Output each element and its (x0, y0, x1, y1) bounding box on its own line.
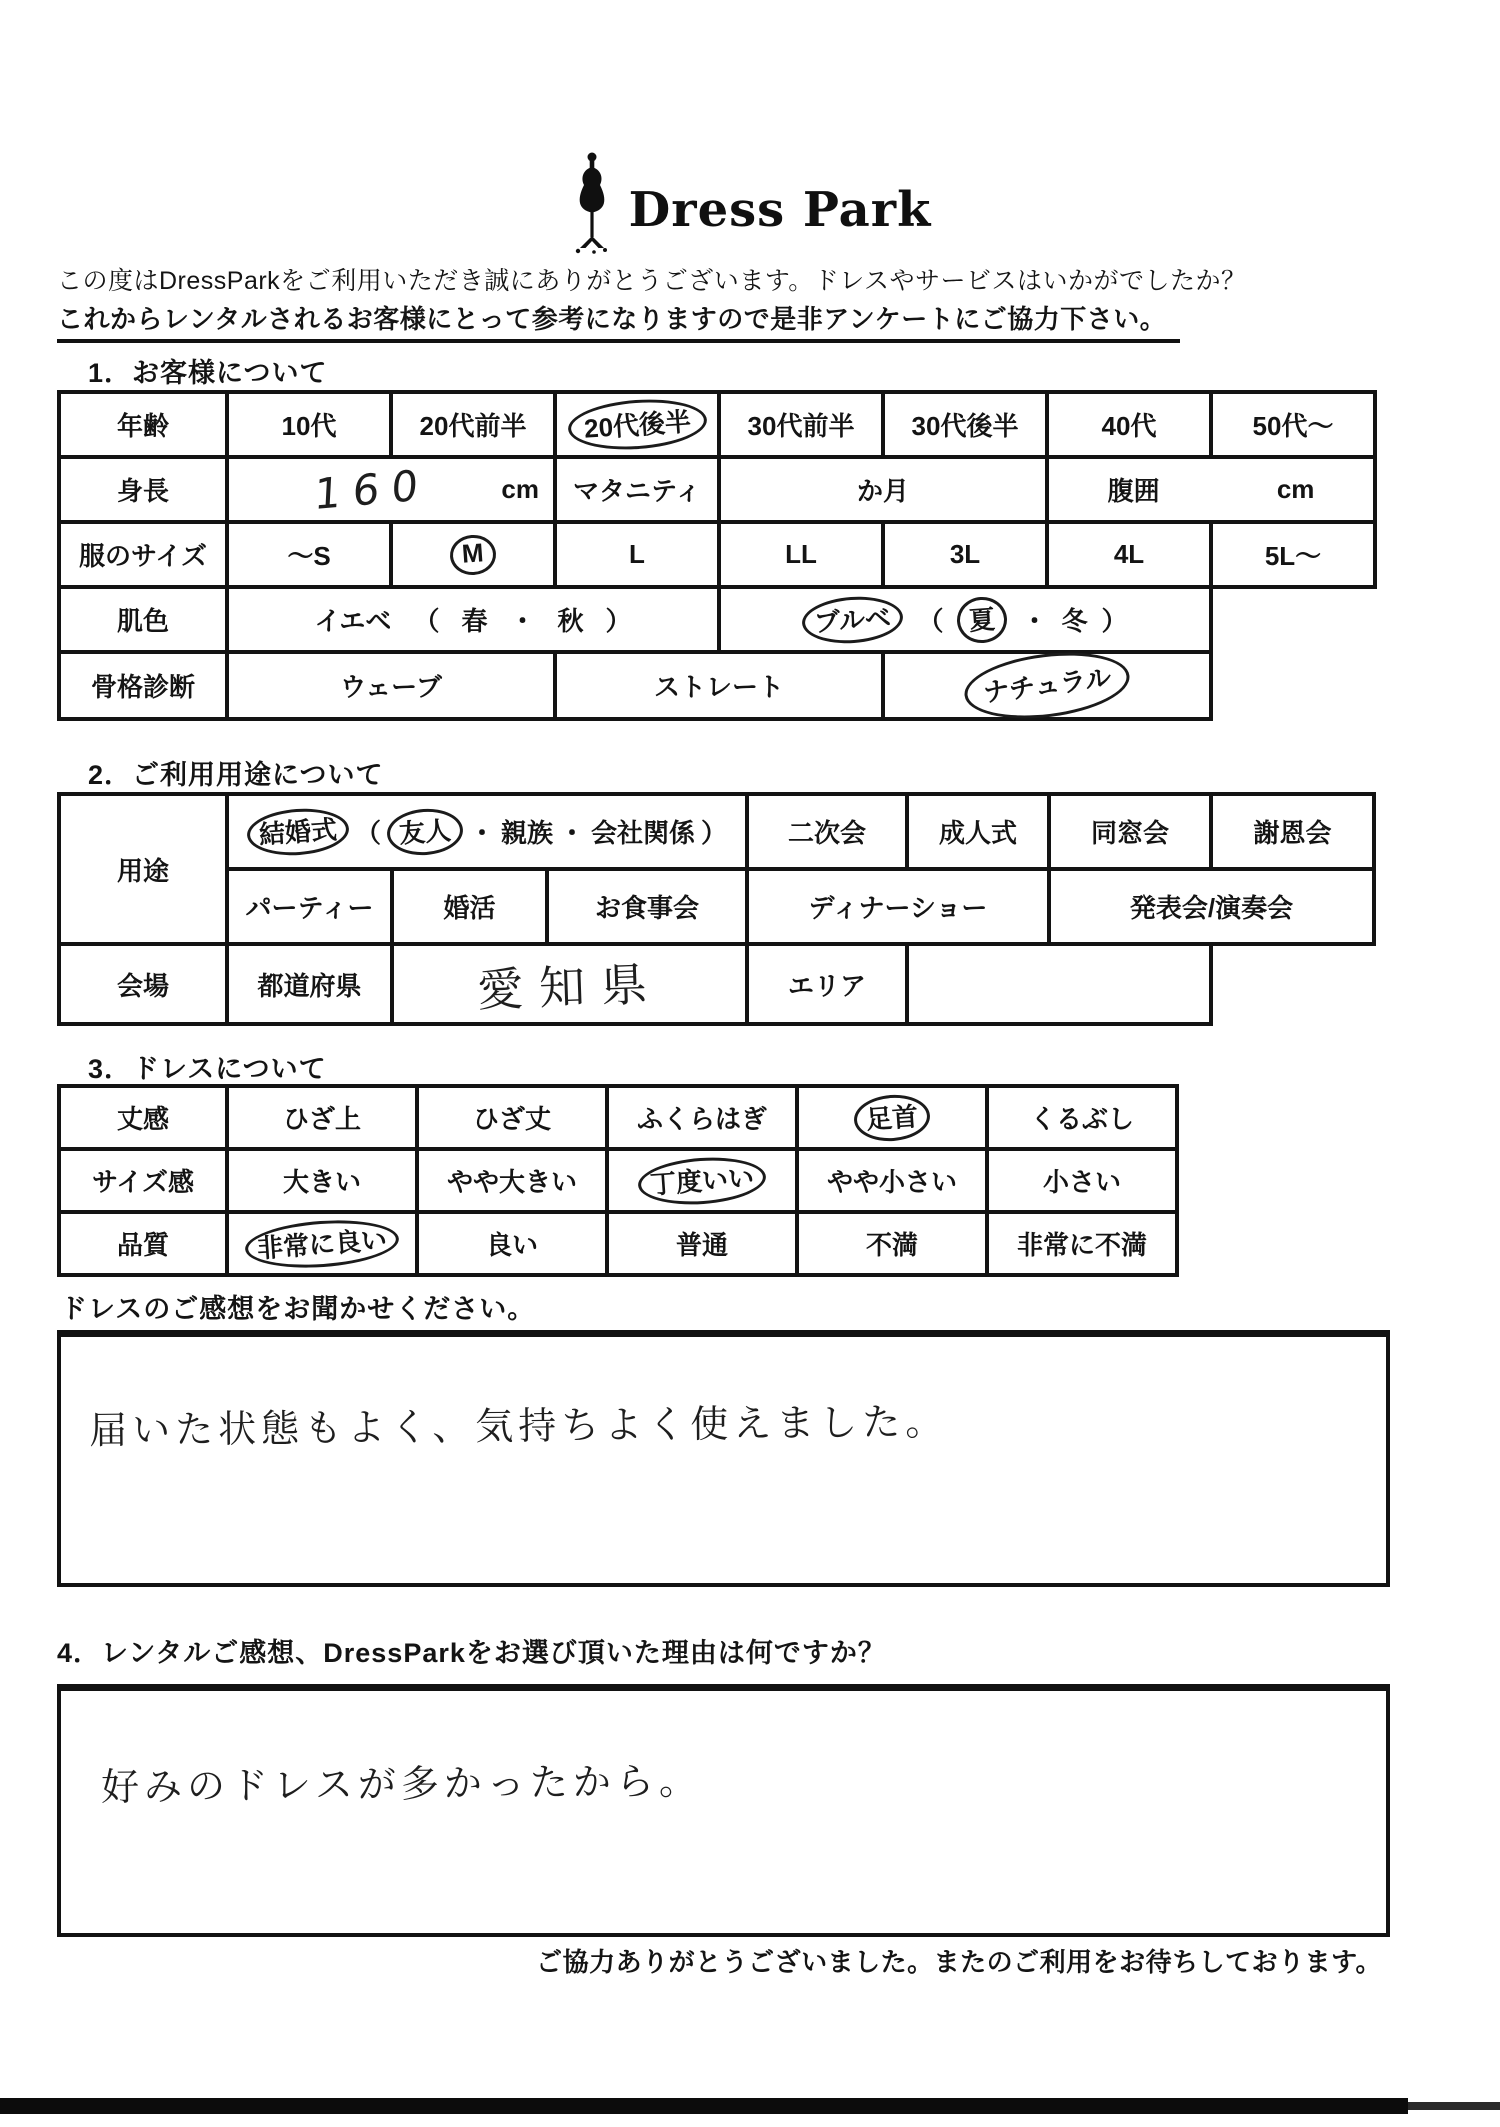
empty-area (1211, 587, 1375, 652)
frame-option-cell-selected (883, 652, 1211, 719)
section3-title: 3．ドレスについて (88, 1054, 327, 1084)
scan-artifact-bar (0, 2098, 1408, 2114)
fit-label-cell: サイズ感 (59, 1149, 227, 1212)
handwritten-feedback1: 届いた状態もよく、気持ちよく使えました。 (88, 1399, 949, 1453)
height-row (59, 457, 1375, 522)
wedding-guest-type: 会社関係 (591, 818, 696, 848)
length-option-cell-selected (797, 1086, 987, 1149)
length-label-cell: 丈感 (59, 1086, 227, 1149)
venue-label-cell: 会場 (59, 944, 227, 1024)
height-unit: cm (501, 474, 539, 504)
handwritten-prefecture: 愛知県 (475, 956, 664, 1018)
skin-season: 冬 (1061, 606, 1088, 636)
selection-circle: ブルベ (801, 593, 905, 646)
fit-option-cell: 大きい (227, 1149, 417, 1212)
usage-table (57, 792, 1376, 1026)
quality-option-cell: 良い (417, 1212, 607, 1275)
dot: ・ (1021, 606, 1048, 636)
selection-circle: 友人 (385, 806, 464, 857)
age-option-cell: 20代前半 (391, 392, 555, 457)
quality-label-cell: 品質 (59, 1212, 227, 1275)
quality-option-cell: 非常に不満 (987, 1212, 1177, 1275)
fit-row (59, 1149, 1177, 1212)
size-option-cell-selected (391, 522, 555, 587)
intro-thanks-line: この度はDressParkをご利用いただき誠にありがとうございます。ドレスやサービスはいかがでしたか？ (57, 267, 1247, 295)
dot: ・ (559, 818, 586, 848)
selection-circle: 足首 (852, 1092, 931, 1143)
selection-circle: 非常に良い (244, 1215, 401, 1272)
size-option-cell: ～S (227, 522, 391, 587)
age-option-cell: 30代後半 (883, 392, 1047, 457)
fit-option-cell: 小さい (987, 1149, 1177, 1212)
logo-wordmark: Dress Park (628, 182, 932, 238)
selection-circle: 夏 (956, 595, 1009, 644)
wedding-cell (227, 794, 747, 869)
maternity-label-cell: マタニティ (555, 457, 719, 522)
area-value-cell (907, 944, 1211, 1024)
usage-option-cell: 同窓会 (1049, 794, 1211, 869)
wedding-guest-type: 親族 (501, 818, 554, 848)
empty-area (1211, 652, 1375, 719)
usage-option-cell: パーティー (227, 869, 392, 944)
prefecture-label-cell: 都道府県 (227, 944, 392, 1024)
selection-circle: 丁度いい (637, 1153, 768, 1208)
logo (0, 152, 1500, 254)
length-row (59, 1086, 1177, 1149)
age-label-cell: 年齢 (59, 392, 227, 457)
quality-row (59, 1212, 1177, 1275)
usage-row-2 (59, 869, 1374, 944)
handwritten-feedback2: 好みのドレスが多かったから。 (100, 1758, 703, 1810)
dot: ・ (509, 606, 536, 636)
intro-request-line: これからレンタルされるお客様にとって参考になりますので是非アンケートにご協力下さい。 (57, 299, 1180, 343)
paren: ） (1101, 606, 1128, 636)
frame-row (59, 652, 1375, 719)
paren: （ (413, 606, 440, 636)
dress-form-icon (569, 152, 615, 254)
usage-option-cell: 謝恩会 (1211, 794, 1374, 869)
quality-option-cell: 普通 (607, 1212, 797, 1275)
section2-title: 2．ご利用用途について (88, 760, 384, 790)
skin-label-cell: 肌色 (59, 587, 227, 652)
frame-option-cell: ウェーブ (227, 652, 555, 719)
dress-table (57, 1084, 1179, 1277)
prefecture-value-cell (392, 944, 747, 1024)
scan-artifact-bar (1408, 2102, 1500, 2110)
usage-option-cell: 婚活 (392, 869, 547, 944)
feedback1-box (57, 1330, 1390, 1587)
area-label-cell: エリア (747, 944, 907, 1024)
selection-circle: 20代後半 (566, 395, 708, 454)
dot: ・ (468, 818, 495, 848)
skin-yellow-label: イエベ (314, 606, 392, 636)
length-option-cell: ひざ丈 (417, 1086, 607, 1149)
venue-row (59, 944, 1374, 1024)
selection-circle: ナチュラル (961, 644, 1134, 727)
usage-option-cell: ディナーショー (747, 869, 1049, 944)
empty-area (1211, 944, 1374, 1024)
usage-option-cell: 二次会 (747, 794, 907, 869)
section1-title: 1．お客様について (88, 358, 328, 388)
closing-message: ご協力ありがとうございました。またのご利用をお待ちしております。 (536, 1947, 1382, 1977)
skin-season: 秋 (557, 606, 584, 636)
maternity-months-cell: か月 (719, 457, 1047, 522)
waist-cell (1047, 457, 1375, 522)
usage-option-cell: お食事会 (547, 869, 747, 944)
usage-row-1 (59, 794, 1374, 869)
quality-option-cell-selected (227, 1212, 417, 1275)
size-option-cell: 4L (1047, 522, 1211, 587)
skin-yellow-cell (227, 587, 719, 652)
size-option-cell: L (555, 522, 719, 587)
fit-option-cell: やや大きい (417, 1149, 607, 1212)
skin-row (59, 587, 1375, 652)
frame-label-cell: 骨格診断 (59, 652, 227, 719)
age-option-cell: 10代 (227, 392, 391, 457)
frame-option-cell: ストレート (555, 652, 883, 719)
waist-unit: cm (1276, 474, 1315, 504)
height-label-cell: 身長 (59, 457, 227, 522)
usage-label-cell: 用途 (59, 794, 227, 944)
quality-option-cell: 不満 (797, 1212, 987, 1275)
feedback1-label: ドレスのご感想をお聞かせください。 (60, 1294, 536, 1324)
age-option-cell-selected (555, 392, 719, 457)
age-row (59, 392, 1375, 457)
selection-circle: 結婚式 (245, 805, 350, 858)
fit-option-cell: やや小さい (797, 1149, 987, 1212)
age-option-cell: 50代～ (1211, 392, 1375, 457)
skin-blue-cell (719, 587, 1211, 652)
usage-option-cell: 発表会/演奏会 (1049, 869, 1374, 944)
size-option-cell: 5L～ (1211, 522, 1375, 587)
size-option-cell: LL (719, 522, 883, 587)
paren: ） (701, 818, 728, 848)
length-option-cell: ひざ上 (227, 1086, 417, 1149)
handwritten-height-value: 160 (313, 459, 432, 520)
paren: （ (917, 606, 944, 636)
customer-table (57, 390, 1377, 721)
age-option-cell: 30代前半 (719, 392, 883, 457)
waist-label: 腹囲 (1107, 476, 1160, 506)
paren: ） (605, 606, 632, 636)
size-row (59, 522, 1375, 587)
age-option-cell: 40代 (1047, 392, 1211, 457)
section4-title: 4．レンタルご感想、DressParkをお選び頂いた理由は何ですか？ (57, 1638, 886, 1668)
selection-circle: M (449, 533, 497, 576)
skin-season: 春 (461, 606, 488, 636)
size-label-cell: 服のサイズ (59, 522, 227, 587)
height-value-cell (227, 457, 555, 522)
length-option-cell: くるぶし (987, 1086, 1177, 1149)
size-option-cell: 3L (883, 522, 1047, 587)
length-option-cell: ふくらはぎ (607, 1086, 797, 1149)
fit-option-cell-selected (607, 1149, 797, 1212)
paren: （ (354, 818, 381, 848)
feedback2-box (57, 1684, 1390, 1937)
usage-option-cell: 成人式 (907, 794, 1049, 869)
